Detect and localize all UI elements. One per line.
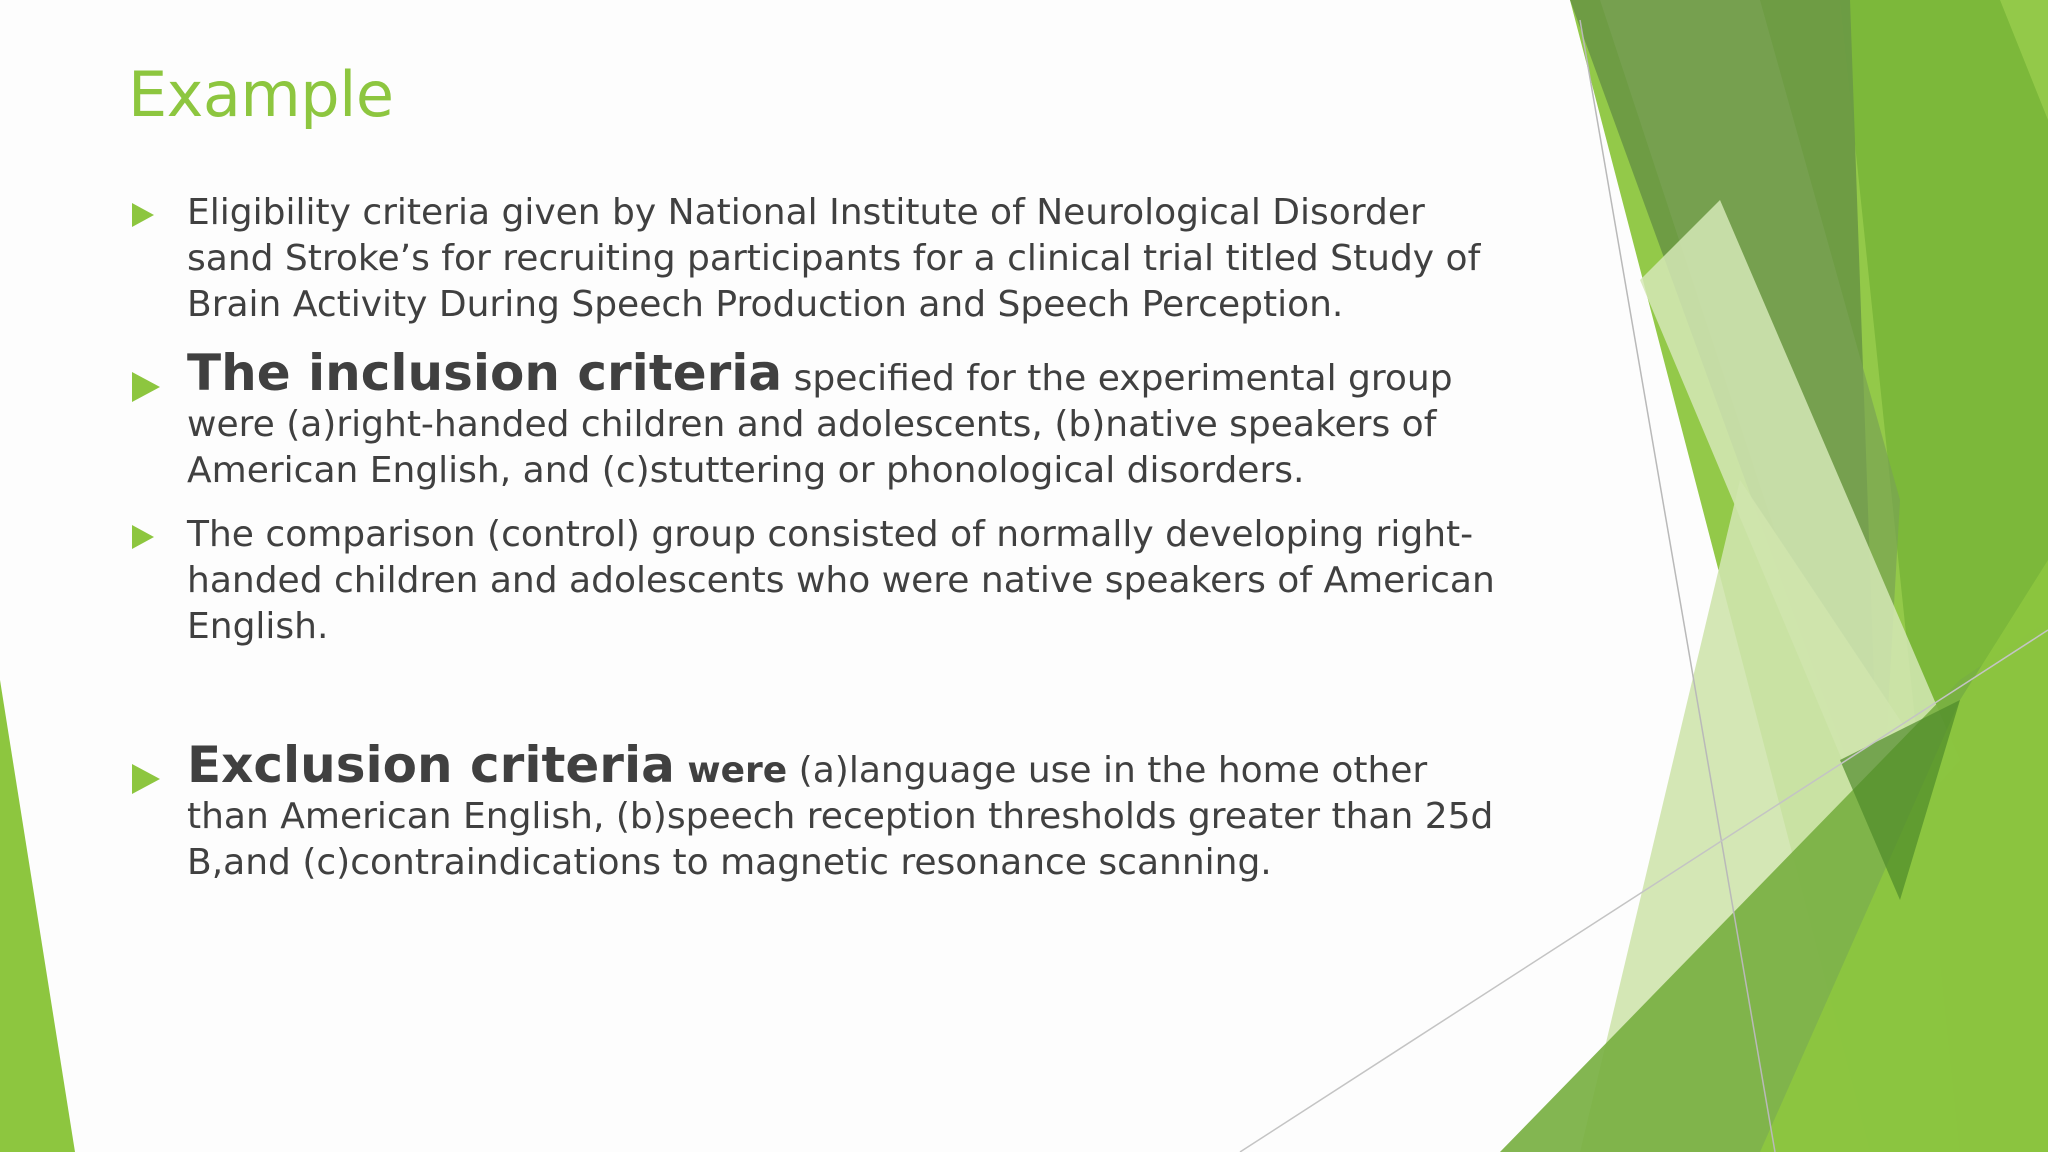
bullet-lead: The inclusion criteria [187,344,783,402]
slide-title: Example [128,58,394,131]
triangle-right-icon [132,525,154,549]
bullet-text: specified for the experimental group were (a)right-handed children and adolescents, (b)native speakers of American English, and (c)stuttering or phonological disorders. [187,358,1453,491]
bullet-item-eligibility [130,190,1500,328]
triangle-right-icon [132,203,154,227]
bullet-text: The comparison (control) group consisted of normally developing right-handed children and adolescents who were native speakers of American English. [187,514,1495,647]
bullet-item-exclusion [130,736,1500,886]
triangle-right-icon [132,372,160,402]
bullet-item-comparison [130,512,1500,650]
bullet-list [130,190,1500,886]
bullet-lead: Exclusion criteria [187,736,675,794]
left-green-sliver [0,680,75,1152]
bullet-lead-suffix: were [674,750,788,791]
bullet-item-inclusion [130,344,1500,494]
bullet-text: Eligibility criteria given by National Institute of Neurological Disorder sand Stroke’s for recruiting participants for a clinical trial titled Study of Brain Activity During Speech Production and Speech Perception. [187,192,1481,325]
bullet-text: (a)language use in the home other than American English, (b)speech reception thresholds greater than 25d B,and (c)contraindications to magnetic resonance scanning. [187,750,1494,883]
triangle-right-icon [132,764,160,794]
